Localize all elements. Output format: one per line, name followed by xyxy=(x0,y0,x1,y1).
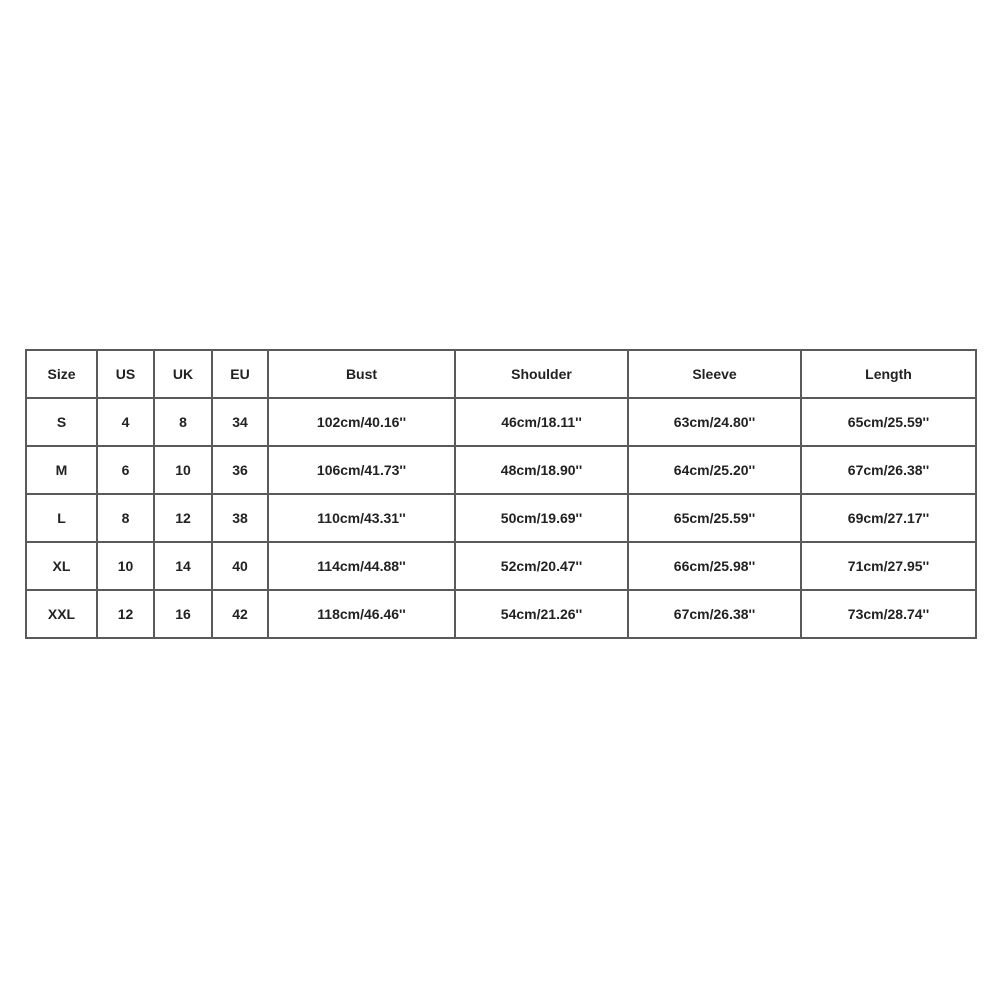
size-chart-table xyxy=(25,349,977,639)
length-cell: 67cm/26.38'' xyxy=(801,446,976,494)
sleeve-cell: 64cm/25.20'' xyxy=(628,446,801,494)
shoulder-cell: 50cm/19.69'' xyxy=(455,494,628,542)
us-cell: 6 xyxy=(97,446,154,494)
bust-cell: 118cm/46.46'' xyxy=(268,590,455,638)
sleeve-cell: 63cm/24.80'' xyxy=(628,398,801,446)
shoulder-cell: 54cm/21.26'' xyxy=(455,590,628,638)
table-row xyxy=(26,494,976,542)
uk-cell: 16 xyxy=(154,590,212,638)
bust-cell: 110cm/43.31'' xyxy=(268,494,455,542)
table-row xyxy=(26,446,976,494)
header-size: Size xyxy=(26,350,97,398)
size-cell: S xyxy=(26,398,97,446)
sleeve-cell: 67cm/26.38'' xyxy=(628,590,801,638)
us-cell: 12 xyxy=(97,590,154,638)
bust-cell: 114cm/44.88'' xyxy=(268,542,455,590)
bust-cell: 102cm/40.16'' xyxy=(268,398,455,446)
table-row xyxy=(26,398,976,446)
header-us: US xyxy=(97,350,154,398)
us-cell: 8 xyxy=(97,494,154,542)
size-cell: XL xyxy=(26,542,97,590)
length-cell: 65cm/25.59'' xyxy=(801,398,976,446)
eu-cell: 34 xyxy=(212,398,268,446)
bust-cell: 106cm/41.73'' xyxy=(268,446,455,494)
eu-cell: 42 xyxy=(212,590,268,638)
table-row xyxy=(26,590,976,638)
uk-cell: 10 xyxy=(154,446,212,494)
eu-cell: 36 xyxy=(212,446,268,494)
size-cell: XXL xyxy=(26,590,97,638)
header-shoulder: Shoulder xyxy=(455,350,628,398)
uk-cell: 8 xyxy=(154,398,212,446)
length-cell: 73cm/28.74'' xyxy=(801,590,976,638)
us-cell: 4 xyxy=(97,398,154,446)
sleeve-cell: 66cm/25.98'' xyxy=(628,542,801,590)
table-row xyxy=(26,542,976,590)
length-cell: 71cm/27.95'' xyxy=(801,542,976,590)
eu-cell: 38 xyxy=(212,494,268,542)
header-eu: EU xyxy=(212,350,268,398)
header-length: Length xyxy=(801,350,976,398)
shoulder-cell: 46cm/18.11'' xyxy=(455,398,628,446)
eu-cell: 40 xyxy=(212,542,268,590)
shoulder-cell: 48cm/18.90'' xyxy=(455,446,628,494)
size-cell: L xyxy=(26,494,97,542)
header-sleeve: Sleeve xyxy=(628,350,801,398)
sleeve-cell: 65cm/25.59'' xyxy=(628,494,801,542)
size-cell: M xyxy=(26,446,97,494)
uk-cell: 12 xyxy=(154,494,212,542)
us-cell: 10 xyxy=(97,542,154,590)
shoulder-cell: 52cm/20.47'' xyxy=(455,542,628,590)
header-row xyxy=(26,350,976,398)
length-cell: 69cm/27.17'' xyxy=(801,494,976,542)
header-uk: UK xyxy=(154,350,212,398)
uk-cell: 14 xyxy=(154,542,212,590)
header-bust: Bust xyxy=(268,350,455,398)
